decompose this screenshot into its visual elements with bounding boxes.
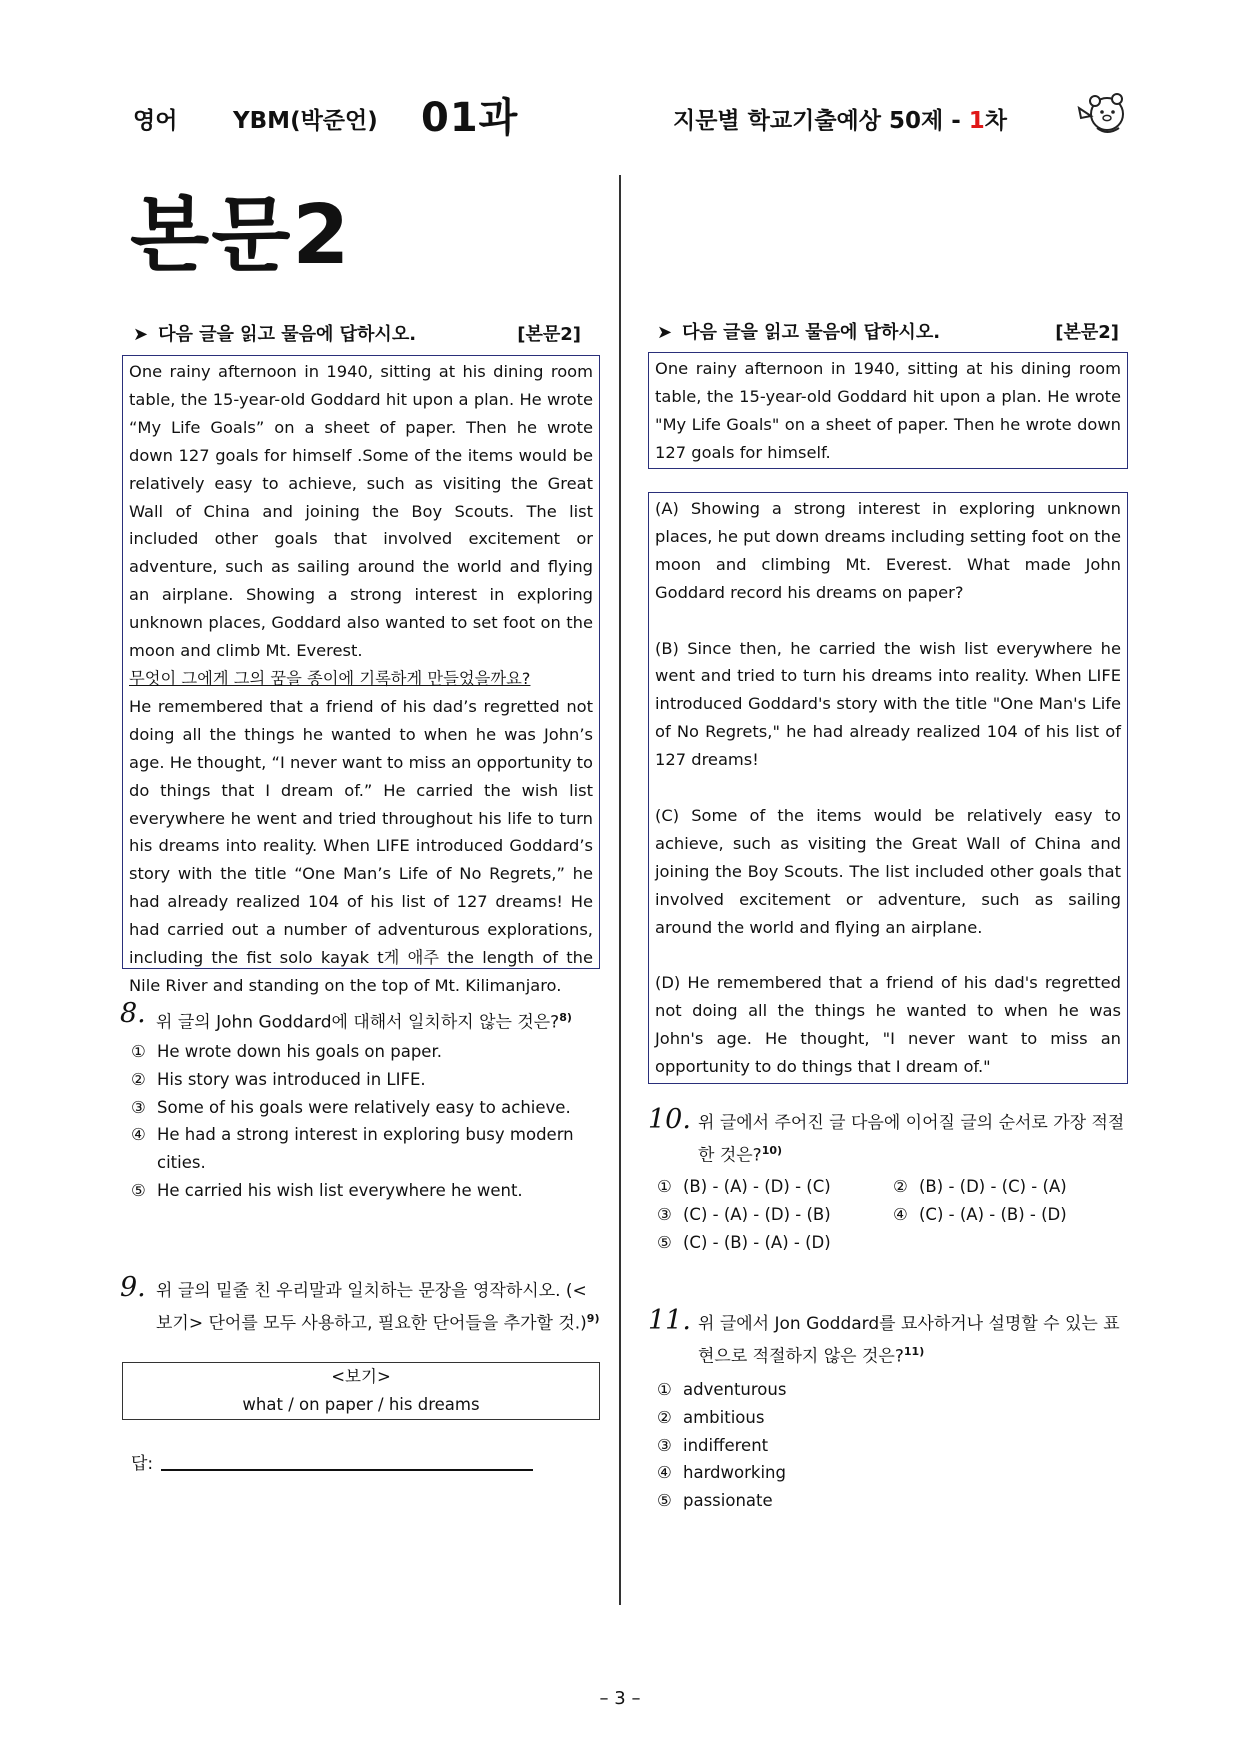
bogi-label: <보기> xyxy=(331,1367,391,1386)
paragraph-b: (B) Since then, he carried the wish list everywhere he went and tried to turn his dreams into reality. When LIFE introduced Goddard's story with the title "One Man's Life of No Regrets," he had already realized 104 of his list of 127 dreams! xyxy=(655,638,1121,770)
question-number: 10. xyxy=(648,1104,691,1135)
bogi-box xyxy=(122,1362,600,1420)
option-5[interactable]: ⑤ (C) - (B) - (A) - (D) xyxy=(657,1232,831,1252)
passage-text-before: One rainy afternoon in 1940, sitting at his dining room table, the 15-year-old Goddard hit upon a plan. He wrote “My Life Goals” on a sheet of paper. Then he wrote down 127 goals for himself .Some of the items would be relatively easy to achieve, such as visiting the Great Wall of China and joining the Boy Scouts. The list included other goals that involved excitement or adventure, such as sailing around the world and flying an airplane. Showing a strong interest in exploring unknown places, Goddard also wanted to set foot on the moon and climb Mt. Everest. xyxy=(129,362,593,661)
option-5[interactable]: ⑤ He carried his wish list everywhere he went. xyxy=(131,1180,523,1200)
instruction-text: 다음 글을 읽고 물음에 답하시오. xyxy=(158,324,417,345)
intro-passage: One rainy afternoon in 1940, sitting at his dining room table, the 15-year-old Goddard hit upon a plan. He wrote "My Life Goals" on a sheet of paper. Then he wrote down 127 goals for himself. xyxy=(655,359,1121,462)
passage-tag: [본문2] xyxy=(517,324,581,345)
page-number: – 3 – xyxy=(599,1688,641,1709)
paragraph-c: (C) Some of the items would be relatively easy to achieve, such as visiting the Great Wall of China and joining the Boy Scouts. The list included other goals that involved excitement or adventure, such as sailing around the world and flying an airplane. xyxy=(655,805,1121,937)
lesson-label: 01과 xyxy=(421,95,519,141)
question-number: 9. xyxy=(120,1272,146,1303)
question-stem: 위 글의 밑줄 친 우리말과 일치하는 문장을 영작하시오. (<보기> 단어를 모두 사용하고, 필요한 단어들을 추가할 것.) xyxy=(156,1281,587,1334)
option-4[interactable]: ④ hardworking xyxy=(657,1463,786,1483)
question-11 xyxy=(648,1305,1128,1367)
question-11-options xyxy=(657,1376,957,1515)
question-text xyxy=(698,1311,1126,1371)
option-3[interactable]: ③ Some of his goals were relatively easy to achieve. xyxy=(131,1097,571,1117)
option-3[interactable]: ③ (C) - (A) - (D) - (B) xyxy=(657,1204,831,1224)
paragraph-a: (A) Showing a strong interest in exploring unknown places, he put down dreams including setting foot on the moon and climbing Mt. Everest. What made John Goddard record his dreams on paper? xyxy=(655,499,1121,602)
answer-line[interactable] xyxy=(161,1469,533,1471)
right-intro-box xyxy=(648,352,1128,469)
footnote-ref: 10) xyxy=(761,1144,783,1157)
question-10 xyxy=(648,1104,1128,1166)
arrow-icon: ➤ xyxy=(657,322,673,343)
publisher-label: YBM(박준언) xyxy=(233,108,378,134)
question-text xyxy=(698,1110,1126,1170)
question-text xyxy=(156,1278,600,1338)
question-stem: 위 글에서 주어진 글 다음에 이어질 글의 순서로 가장 적절한 것은? xyxy=(698,1113,1125,1166)
bogi-words: what / on paper / his dreams xyxy=(242,1395,480,1414)
left-instruction xyxy=(133,320,581,346)
question-text xyxy=(156,1004,600,1037)
right-instruction xyxy=(657,318,1119,344)
footnote-ref: 9) xyxy=(586,1312,600,1325)
passage-text-after: He remembered that a friend of his dad’s regretted not doing all the things he wanted to when he was John’s age. He thought, “I never want to miss an opportunity to do things that I dream of.” He carried the wish list everywhere he went and tried throughout his life to turn his dreams into reality. When LIFE introduced Goddard’s story with the title “One Man’s Life of No Regrets,” he had already realized 104 of his list of 127 dreams! He had carried out a number of adventurous explorations, including the fist solo kayak t게 애주 the length of the Nile River and standing on the top of Mt. Kilimanjaro. xyxy=(129,696,593,995)
option-2[interactable]: ② His story was introduced in LIFE. xyxy=(131,1069,426,1089)
option-1[interactable]: ① He wrote down his goals on paper. xyxy=(131,1042,442,1061)
question-stem: 위 글에서 Jon Goddard를 묘사하거나 설명할 수 있는 표현으로 적절하지 않은 것은? xyxy=(698,1314,1120,1367)
option-1[interactable]: ① (B) - (A) - (D) - (C) xyxy=(657,1177,831,1196)
answer-area[interactable] xyxy=(131,1449,551,1479)
column-divider xyxy=(619,175,621,1605)
instruction-text: 다음 글을 읽고 물음에 답하시오. xyxy=(682,322,941,343)
option-4[interactable]: ④ (C) - (A) - (B) - (D) xyxy=(893,1204,1067,1224)
right-paragraphs-box xyxy=(648,492,1128,1084)
option-2[interactable]: ② ambitious xyxy=(657,1407,765,1427)
footnote-ref: 11) xyxy=(903,1345,925,1358)
page-title: 본문2 xyxy=(130,188,352,283)
left-passage-box xyxy=(122,355,600,995)
footnote-ref: 8) xyxy=(559,1011,572,1024)
series-prefix: 지문별 학교기출예상 50제 - xyxy=(673,108,969,134)
question-10-options xyxy=(657,1173,1129,1256)
question-9 xyxy=(120,1272,600,1358)
question-number: 8. xyxy=(120,998,146,1029)
paragraph-d: (D) He remembered that a friend of his dad's regretted not doing all the things he wanted to when he was John's age. He thought, "I never want to miss an opportunity to do things that I dream of." xyxy=(655,973,1121,1077)
question-8-options xyxy=(131,1038,596,1205)
option-3[interactable]: ③ indifferent xyxy=(657,1435,769,1455)
question-stem: 위 글의 John Goddard에 대해서 일치하지 않는 것은? xyxy=(156,1012,560,1033)
page-header xyxy=(133,86,1133,141)
option-2[interactable]: ② (B) - (D) - (C) - (A) xyxy=(893,1177,1067,1196)
bear-mascot-icon xyxy=(1073,88,1129,138)
round-number: 1 xyxy=(968,108,985,134)
option-1[interactable]: ① adventurous xyxy=(657,1380,787,1399)
underlined-sentence: 무엇이 그에게 그의 꿈을 종이에 기록하게 만들었을까요? xyxy=(129,668,531,688)
arrow-icon: ➤ xyxy=(133,324,149,345)
subject-label: 영어 xyxy=(133,108,178,134)
series-label xyxy=(673,102,1007,135)
option-5[interactable]: ⑤ passionate xyxy=(657,1491,773,1511)
option-4[interactable]: ④ He had a strong interest in exploring busy modern cities. xyxy=(131,1125,574,1173)
question-number: 11. xyxy=(648,1305,691,1336)
round-suffix: 차 xyxy=(984,108,1007,134)
passage-tag: [본문2] xyxy=(1055,322,1119,343)
answer-label: 답: xyxy=(131,1454,154,1474)
